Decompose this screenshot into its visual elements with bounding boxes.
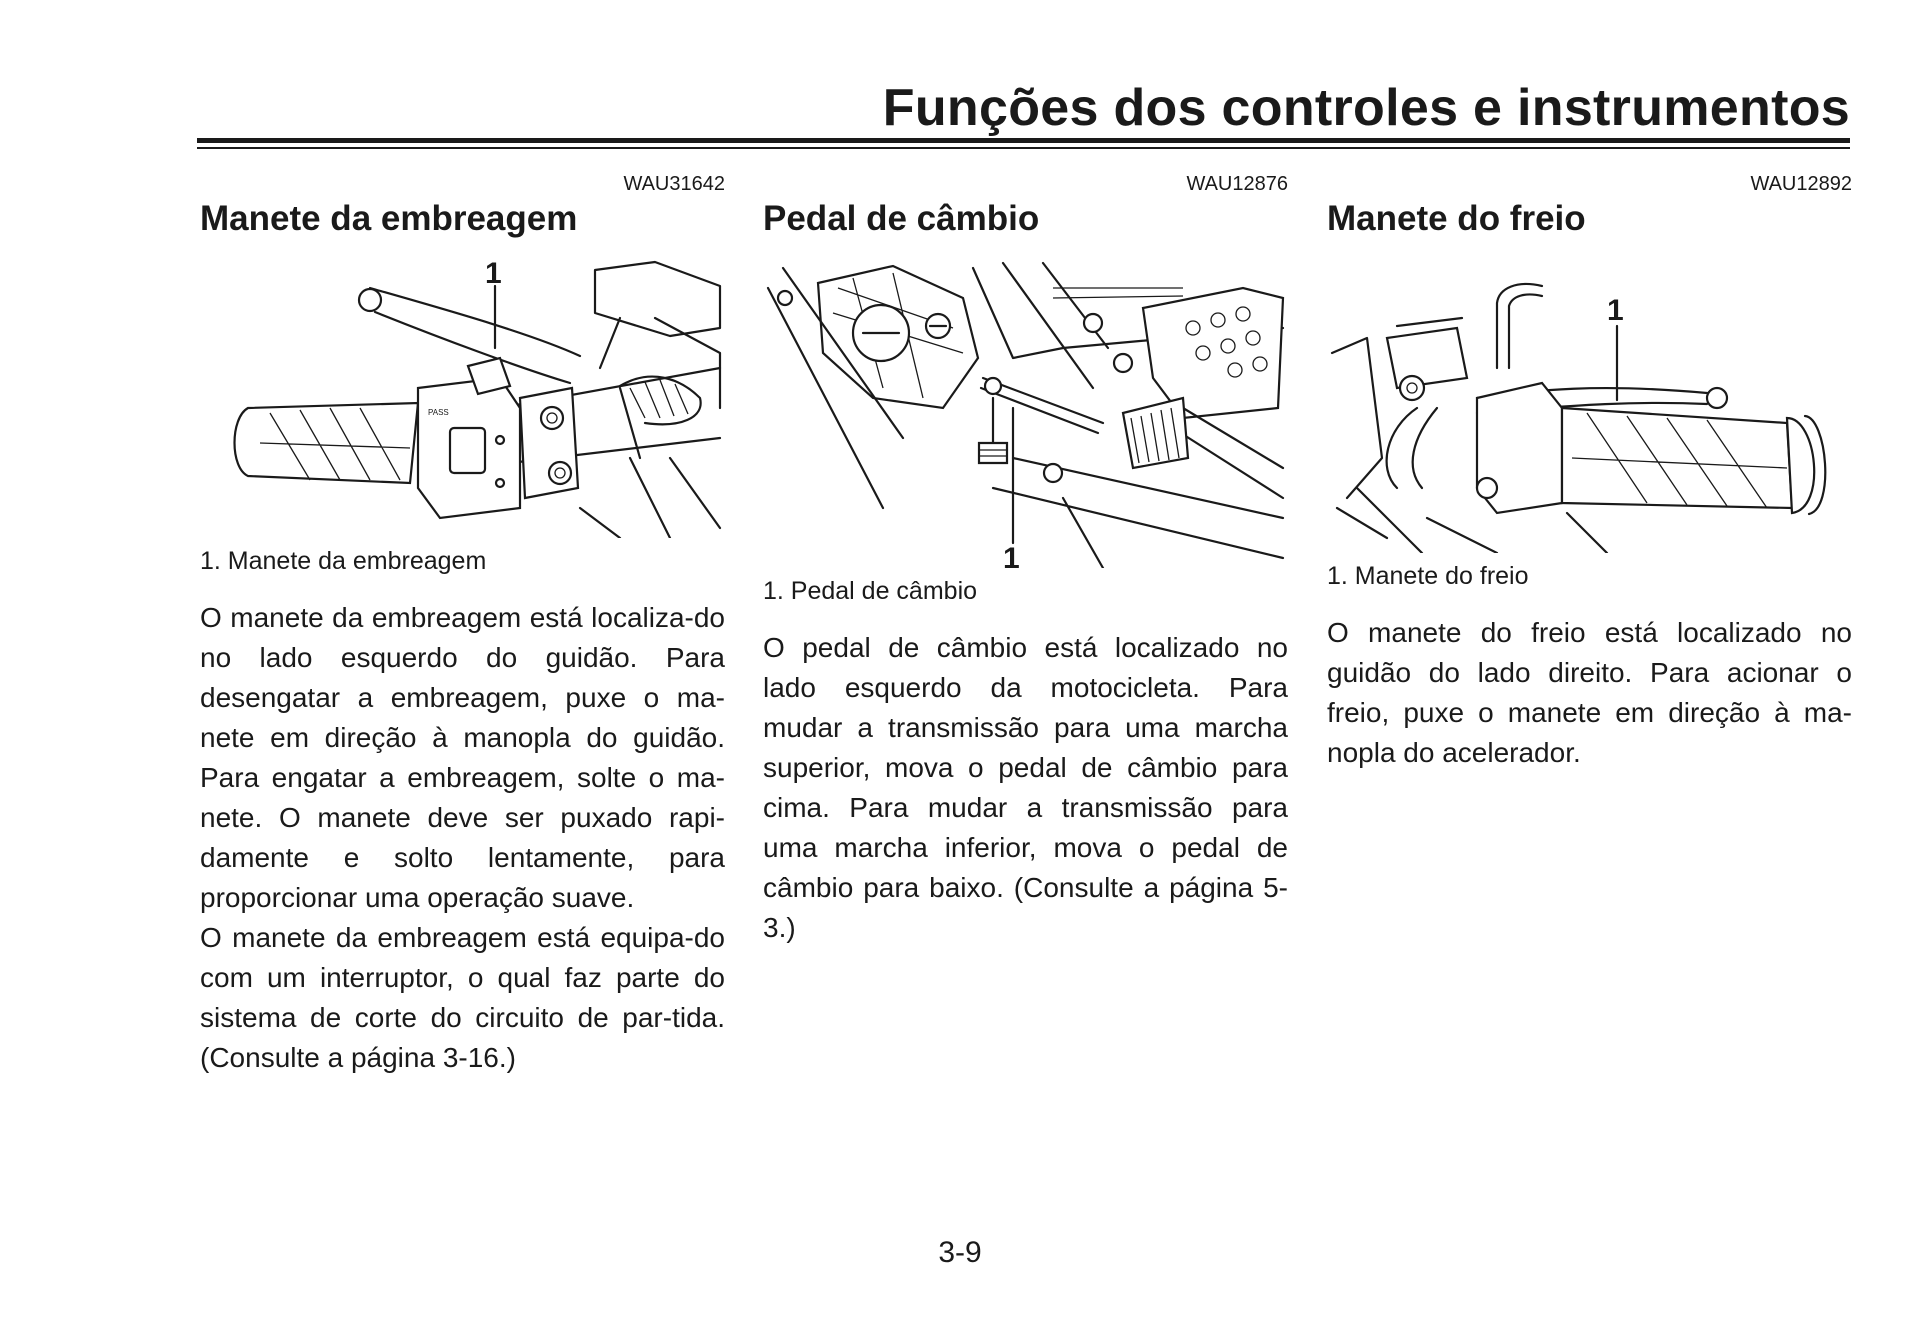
section-body: [763, 628, 1288, 948]
section-body: [1327, 613, 1852, 773]
figure-caption: 1. Pedal de câmbio: [763, 577, 978, 605]
clutch-lever-figure: [200, 258, 725, 538]
section-code: WAU31642: [623, 173, 725, 195]
section-title: Manete da embreagem: [200, 199, 578, 238]
figure-callout-1: 1: [1003, 542, 1020, 568]
clutch-lever-illustration: [200, 258, 725, 538]
section-clutch-lever: [200, 172, 725, 1078]
figure-callout-1: 1: [485, 258, 502, 290]
paragraph: O manete da embreagem está localiza-do no lado esquerdo do guidão. Para desengatar a embreagem, puxe o ma-nete em direção à manopla do guidão. Para engatar a embreagem, solte o ma-nete. O manete deve ser puxado rapi-damente e solto lentamente, para proporcionar uma operação suave.: [200, 602, 725, 913]
paragraph: O pedal de câmbio está localizado no lado esquerdo da motocicleta. Para mudar a transmissão para uma marcha superior, mova o pedal de câmbio para cima. Para mudar a transmissão para uma marcha inferior, mova o pedal de câmbio para baixo. (Consulte a página 5-3.): [763, 632, 1288, 943]
section-code: WAU12892: [1750, 173, 1852, 195]
section-title: Pedal de câmbio: [763, 199, 1040, 238]
header-rule-thick: [197, 138, 1850, 143]
header-rule-thin: [197, 147, 1850, 149]
section-code: WAU12876: [1186, 173, 1288, 195]
figure-caption: 1. Manete da embreagem: [200, 547, 487, 575]
section-title: Manete do freio: [1327, 199, 1586, 238]
section-brake-lever: [1327, 172, 1852, 773]
shift-pedal-figure: [763, 258, 1288, 568]
section-body: [200, 598, 725, 1078]
brake-lever-figure: [1327, 258, 1852, 553]
brake-lever-illustration: [1327, 258, 1852, 553]
paragraph: O manete do freio está localizado no guidão do lado direito. Para acionar o freio, puxe o manete em direção à ma-nopla do acelerador.: [1327, 617, 1852, 768]
figure-callout-1: 1: [1607, 294, 1624, 327]
shift-pedal-illustration: [763, 258, 1288, 568]
figure-caption: 1. Manete do freio: [1327, 562, 1529, 590]
page-title: Funções dos controles e instrumentos: [882, 79, 1850, 137]
page-number: 3-9: [938, 1236, 982, 1269]
paragraph: O manete da embreagem está equipa-do com um interruptor, o qual faz parte do sistema de corte do circuito de par-tida. (Consulte a página 3-16.): [200, 922, 725, 1073]
section-shift-pedal: [763, 172, 1288, 948]
pass-label: PASS: [428, 408, 449, 417]
